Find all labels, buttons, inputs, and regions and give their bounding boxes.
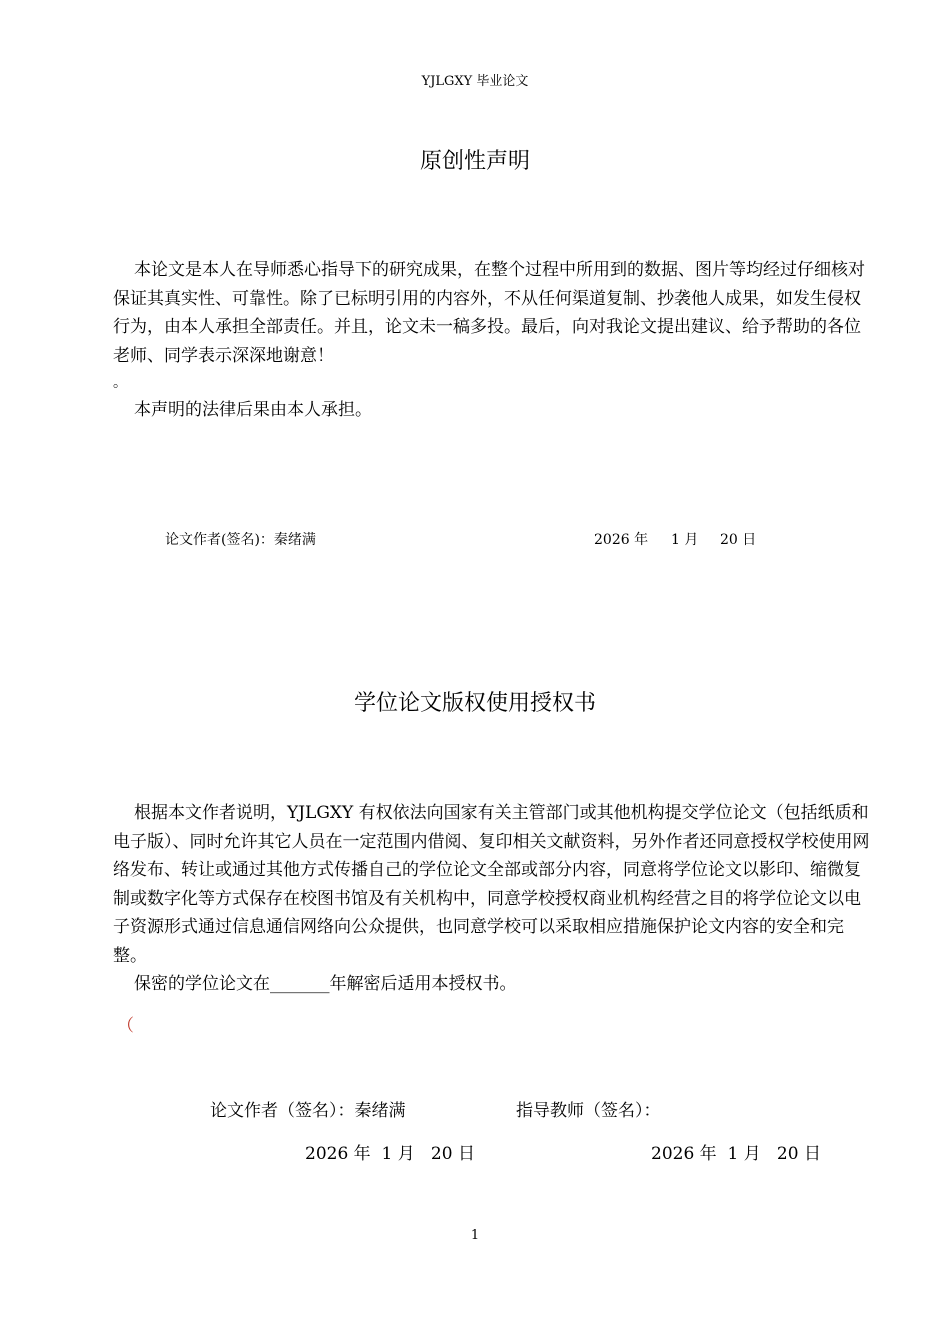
originality-date-month: 1 月: [671, 532, 699, 548]
authorization-title: 学位论文版权使用授权书: [353, 691, 596, 716]
advisor-date: 2026 年 1 月 20 日: [651, 1144, 821, 1164]
author-date: 2026 年 1 月 20 日: [305, 1144, 475, 1164]
originality-body: [113, 256, 873, 425]
originality-title: 原创性声明: [419, 149, 530, 174]
page-number: 1: [470, 1228, 480, 1243]
authorization-body: [113, 799, 873, 999]
originality-signature: 论文作者(签名)：秦绪满: [165, 532, 316, 548]
author-signature: 论文作者（签名）：秦绪满: [210, 1101, 406, 1121]
page-header: YJLGXY 毕业论文: [421, 74, 529, 89]
originality-date-year: 2026 年: [594, 532, 649, 548]
advisor-signature: 指导教师（签名）：: [516, 1101, 661, 1121]
confidential-paragraph: 保密的学位论文在_______年解密后适用本授权书。: [134, 974, 517, 994]
legal-consequence-paragraph: 本声明的法律后果由本人承担。: [134, 400, 372, 420]
stray-period: 。: [113, 375, 127, 391]
red-bracket-mark: （: [117, 1016, 134, 1036]
originality-paragraph: 本论文是本人在导师悉心指导下的研究成果，在整个过程中所用到的数据、图片等均经过仔细核对保证其真实性、可靠性。除了已标明引用的内容外，不从任何渠道复制、抄袭他人成果，如发生侵权行为，由本人承担全部责任。并且，论文未一稿多投。最后，向对我论文提出建议、给予帮助的各位老师、同学表示深深地谢意！: [113, 260, 865, 366]
originality-date-day: 20 日: [720, 532, 757, 548]
authorization-paragraph: 根据本文作者说明，YJLGXY 有权依法向国家有关主管部门或其他机构提交学位论文（包括纸质和电子版）、同时允许其它人员在一定范围内借阅、复印相关文献资料，另外作者还同意授权学校使用网络发布、转让或通过其他方式传播自己的学位论文全部或部分内容，同意将学位论文以影印、缩微复制或数字化等方式保存在校图书馆及有关机构中，同意学校授权商业机构经营之目的将学位论文以电子资源形式通过信息通信网络向公众提供，也同意学校可以采取相应措施保护论文内容的安全和完整。: [113, 803, 870, 966]
